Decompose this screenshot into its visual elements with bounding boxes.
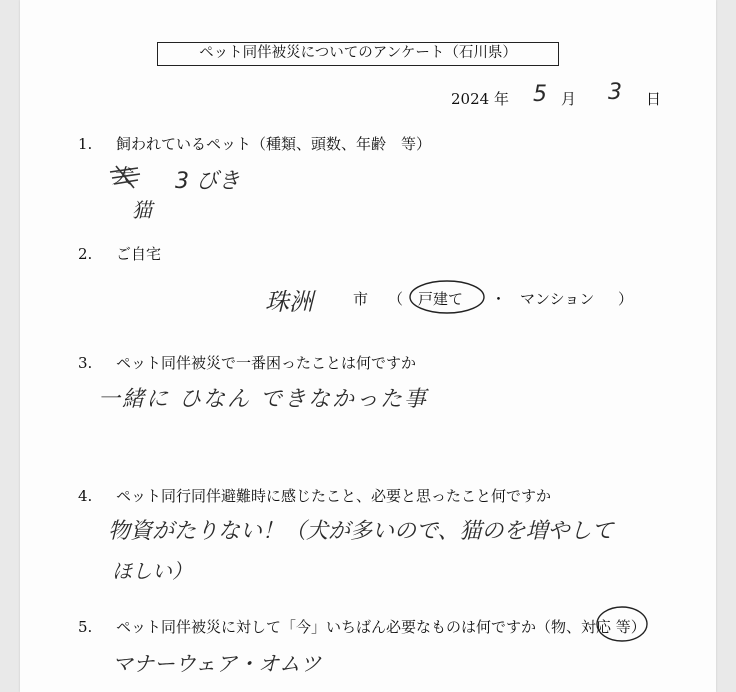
answer-4-line-1: 物資がたりない！（犬が多いので、猫のを増やして (108, 519, 614, 544)
option-separator: ・ (491, 290, 507, 308)
paren-close: ） (618, 290, 634, 308)
question-number: 4. (78, 487, 93, 505)
question-3 (78, 352, 416, 373)
date-month-label: 月 (561, 90, 577, 108)
document-title: ペット同伴被災についてのアンケート（石川県） (157, 42, 559, 66)
questionnaire-sheet (20, 0, 716, 692)
question-number: 1. (78, 135, 93, 153)
question-1 (78, 133, 431, 154)
question-text: ペット同行同伴避難時に感じたこと、必要と思ったこと何ですか (116, 487, 552, 505)
question-text: ご自宅 (116, 245, 162, 263)
question-number: 2. (78, 245, 93, 263)
question-text-after: 等） (611, 618, 646, 636)
question-text-before: ペット同伴被災に対して「今」いちばん必要なものは何ですか（物、 (116, 618, 582, 636)
option-mansion: マンション (520, 290, 595, 308)
option-house: 戸建て (418, 290, 464, 308)
paren-open: （ (388, 290, 404, 308)
answer-5: マナーウェア・オムツ (112, 652, 322, 676)
date-year: 2024 年 (451, 90, 509, 108)
question-text: 飼われているペット（種類、頭数、年齢 等） (116, 135, 432, 153)
question-2 (78, 243, 161, 264)
question-text: ペット同伴被災で一番困ったことは何ですか (116, 354, 417, 372)
city-label: 市 (353, 290, 369, 308)
question-text-circled: 対応 (581, 618, 612, 636)
answer-4-line-2: ほしい） (112, 559, 192, 583)
question-number: 3. (78, 354, 93, 372)
answer-1: 3 びき (175, 169, 240, 194)
question-5 (78, 616, 646, 637)
question-4 (78, 485, 551, 506)
date-day-value: 3 (608, 80, 622, 105)
answer-1-struck: 犬 (112, 164, 132, 188)
answer-3: 一緒に ひなん できなかった事 (98, 387, 428, 412)
answer-2-city: 珠洲 (265, 288, 313, 316)
question-number: 5. (78, 618, 93, 636)
date-month-value: 5 (533, 82, 547, 107)
date-day-label: 日 (646, 90, 662, 108)
answer-1-correction: 猫 (132, 198, 152, 222)
